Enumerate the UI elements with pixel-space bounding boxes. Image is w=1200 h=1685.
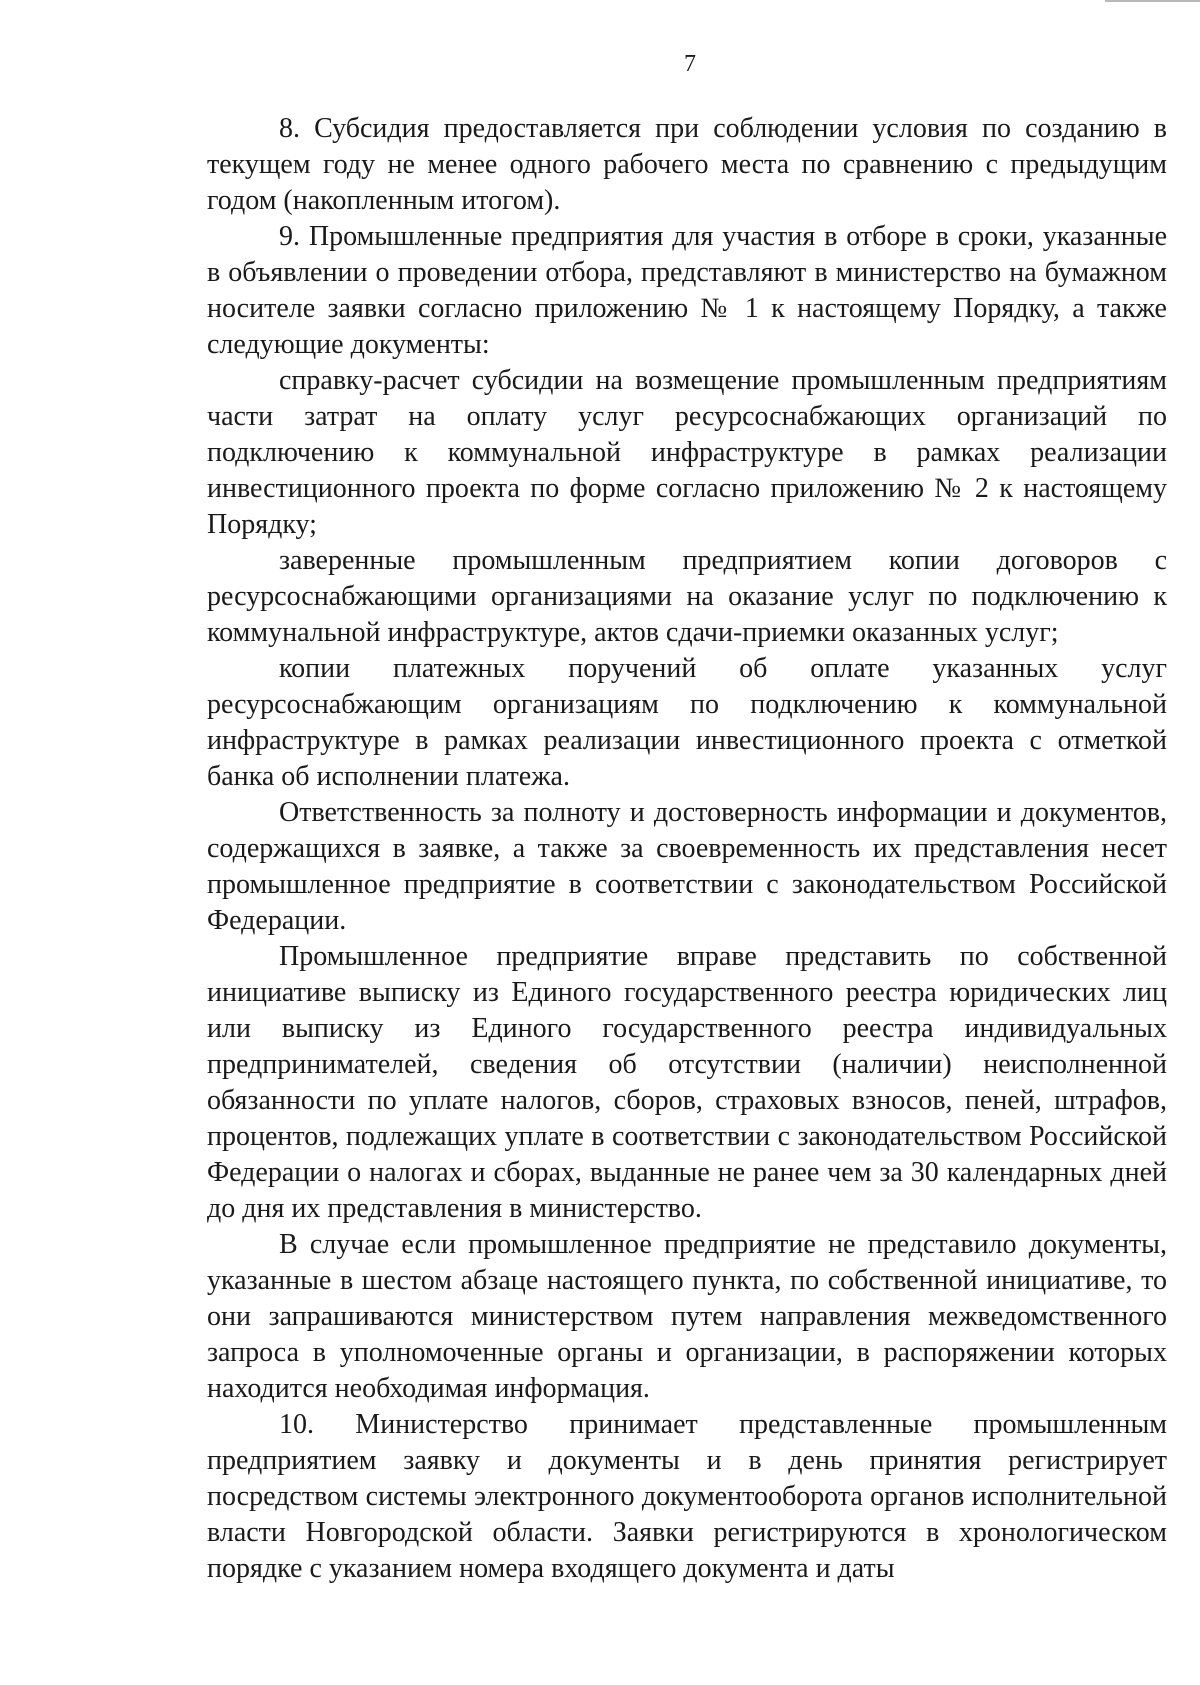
paragraph-interagency-request: В случае если промышленное предприятие не представило документы, указанные в шестом абзаце настоящего пункта, по собственной инициативе, то они запрашиваются министерством путем направления межведомственного запроса в уполномоченные органы и организации, в распоряжении которых находится необходимая информация. (207, 1229, 1167, 1404)
scan-edge-mark (1105, 0, 1200, 2)
paragraph-contract-copies: заверенные промышленным предприятием копии договоров с ресурсоснабжающими организациями на оказание услуг по подключению к коммунальной инфраструктуре, актов сдачи-приемки оказанных услуг; (207, 545, 1167, 648)
paragraph-responsibility: Ответственность за полноту и достоверность информации и документов, содержащихся в заявке, а также за своевременность их представления несет промышленное предприятие в соответствии с законодательством Российской Федерации. (207, 797, 1167, 936)
paragraph-own-initiative: Промышленное предприятие вправе представить по собственной инициативе выписку из Единого государственного реестра юридических лиц или выписку из Единого государственного реестра индивидуальных предпринимателей, сведения об отсутствии (наличии) неисполненной обязанности по уплате налогов, сборов, страховых взносов, пеней, штрафов, процентов, подлежащих уплате в соответствии с законодательством Российской Федерации о налогах и сборах, выданные не ранее чем за 30 календарных дней до дня их представления в министерство. (207, 941, 1167, 1224)
page-number: 7 (684, 51, 696, 77)
paragraph-subsidy-condition: 8. Субсидия предоставляется при соблюдении условия по созданию в текущем году не менее одного рабочего места по сравнению с предыдущим годом (накопленным итогом). (207, 113, 1167, 216)
paragraph-payment-orders: копии платежных поручений об оплате указанных услуг ресурсоснабжающим организациям по подключению к коммунальной инфраструктуре в рамках реализации инвестиционного проекта с отметкой банка об исполнении платежа. (207, 653, 1167, 792)
paragraph-selection-documents: 9. Промышленные предприятия для участия в отборе в сроки, указанные в объявлении о проведении отбора, представляют в министерство на бумажном носителе заявки согласно приложению № 1 к настоящему Порядку, а также следующие документы: (207, 221, 1167, 360)
paragraph-registration: 10. Министерство принимает представленные промышленным предприятием заявку и документы и в день принятия регистрирует посредством системы электронного документооборота органов исполнительной власти Новгородской области. Заявки регистрируются в хронологическом порядке с указанием номера входящего документа и даты (207, 1409, 1167, 1584)
paragraph-calculation-certificate: справку-расчет субсидии на возмещение промышленным предприятиям части затрат на оплату услуг ресурсоснабжающих организаций по подключению к коммунальной инфраструктуре в рамках реализации инвестиционного проекта по форме согласно приложению № 2 к настоящему Порядку; (207, 365, 1167, 540)
document-body (207, 111, 1167, 1587)
